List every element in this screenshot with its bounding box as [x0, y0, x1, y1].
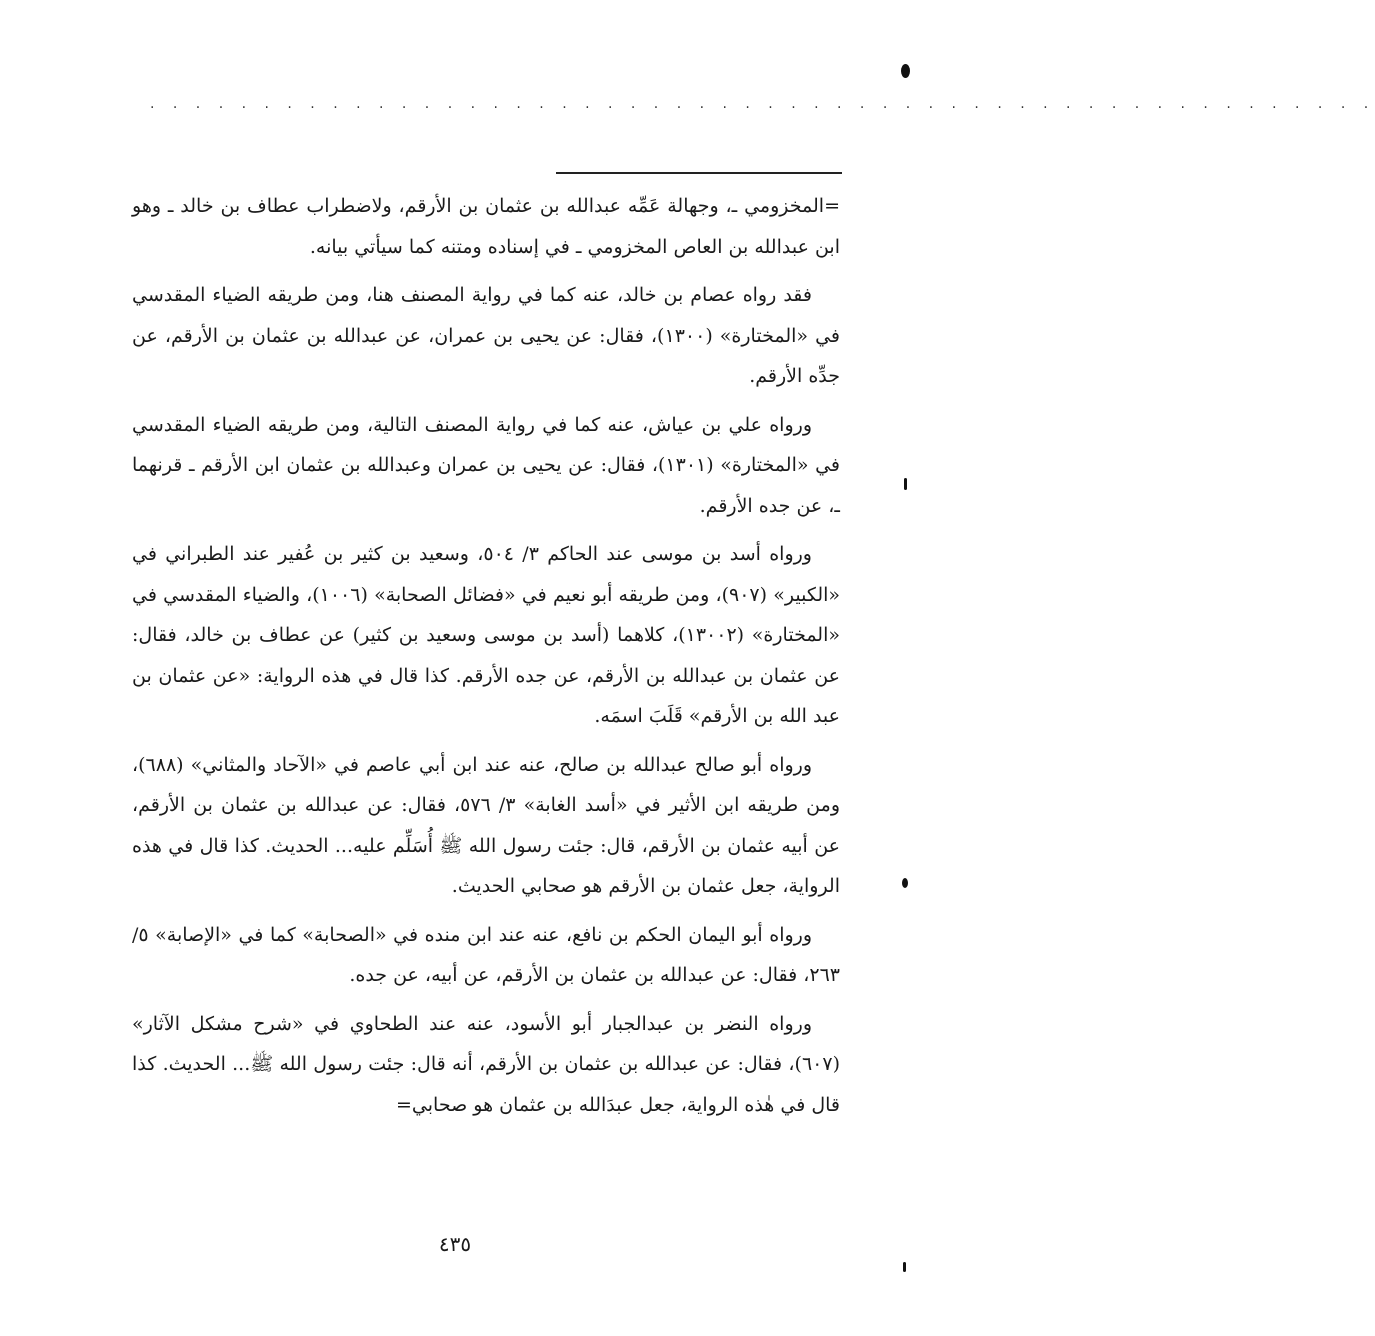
footnote-paragraph: =المخزومي ـ، وجهالة عَمِّه عبدالله بن عثمان بن الأرقم، ولاضطراب عطاف بن خالد ـ وهو ابن عبدالله بن العاص المخزومي ـ في إسناده ومتنه كما سيأتي بيانه. [132, 195, 840, 258]
footnote-paragraph: ورواه النضر بن عبدالجبار أبو الأسود، عنه عند الطحاوي في «شرح مشكل الآثار» (٦٠٧)، فقال: عن عبدالله بن عثمان بن الأرقم، أنه قال: جئت رسول الله ﷺ... الحديث. كذا قال في هٰذه الرواية، جعل عبدَالله بن عثمان هو صحابي= [132, 1012, 840, 1116]
footnote-paragraph: ورواه أبو صالح عبدالله بن صالح، عنه عند ابن أبي عاصم في «الآحاد والمثاني» (٦٨٨)، ومن طريقه ابن الأثير في «أسد الغابة» ٣/ ٥٧٦، فقال: عن عبدالله بن عثمان بن الأرقم، عن أبيه عثمان بن الأرقم، قال: جئت رسول الله ﷺ أُسَلِّم عليه... الحديث. كذا قال في هذه الرواية، جعل عثمان بن الأرقم هو صحابي الحديث. [132, 753, 840, 897]
footnote-text [132, 186, 840, 1133]
footnote-separator-line [556, 172, 842, 174]
footnote-paragraph: ورواه علي بن عياش، عنه كما في رواية المصنف التالية، ومن طريقه الضياء المقدسي في «المختارة» (١٣٠١)، فقال: عن يحيى بن عمران وعبدالله بن عثمان ابن الأرقم ـ قرنهما ـ، عن جده الأرقم. [132, 413, 840, 517]
footnote-paragraph: فقد رواه عصام بن خالد، عنه كما في رواية المصنف هنا، ومن طريقه الضياء المقدسي في «المختارة» (١٣٠٠)، فقال: عن يحيى بن عمران، عن عبدالله بن عثمان بن الأرقم، عن جدِّه الأرقم. [132, 284, 840, 387]
footnote-paragraph: ورواه أسد بن موسى عند الحاكم ٣/ ٥٠٤، وسعيد بن كثير بن عُفير عند الطبراني في «الكبير» (٩٠٧)، ومن طريقه أبو نعيم في «فضائل الصحابة» (١٠٠٦)، والضياء المقدسي في «المختارة» (١٣٠٠٢)، كلاهما (أسد بن موسى وسعيد بن كثير) عن عطاف بن خالد، فقال: عن عثمان بن عبدالله بن الأرقم، عن جده الأرقم. كذا قال في هذه الرواية: «عن عثمان بن عبد الله بن الأرقم» قَلَبَ اسمَه. [132, 543, 841, 727]
margin-ink-mark [901, 64, 910, 78]
dotted-separator: . . . . . . . . . . . . . . . . . . . . . . . . . . . . . . . . . . . . . . . . . . . . . . . . . . . . . . [150, 96, 1375, 112]
margin-ink-mark [902, 878, 908, 888]
margin-ink-mark [903, 1262, 906, 1272]
page-number: ٤٣٥ [438, 1232, 472, 1256]
margin-ink-mark [904, 478, 907, 490]
footnote-paragraph: ورواه أبو اليمان الحكم بن نافع، عنه عند ابن منده في «الصحابة» كما في «الإصابة» ٥/ ٢٦٣، فقال: عن عبدالله بن عثمان بن الأرقم، عن أبيه، عن جده. [132, 923, 840, 986]
